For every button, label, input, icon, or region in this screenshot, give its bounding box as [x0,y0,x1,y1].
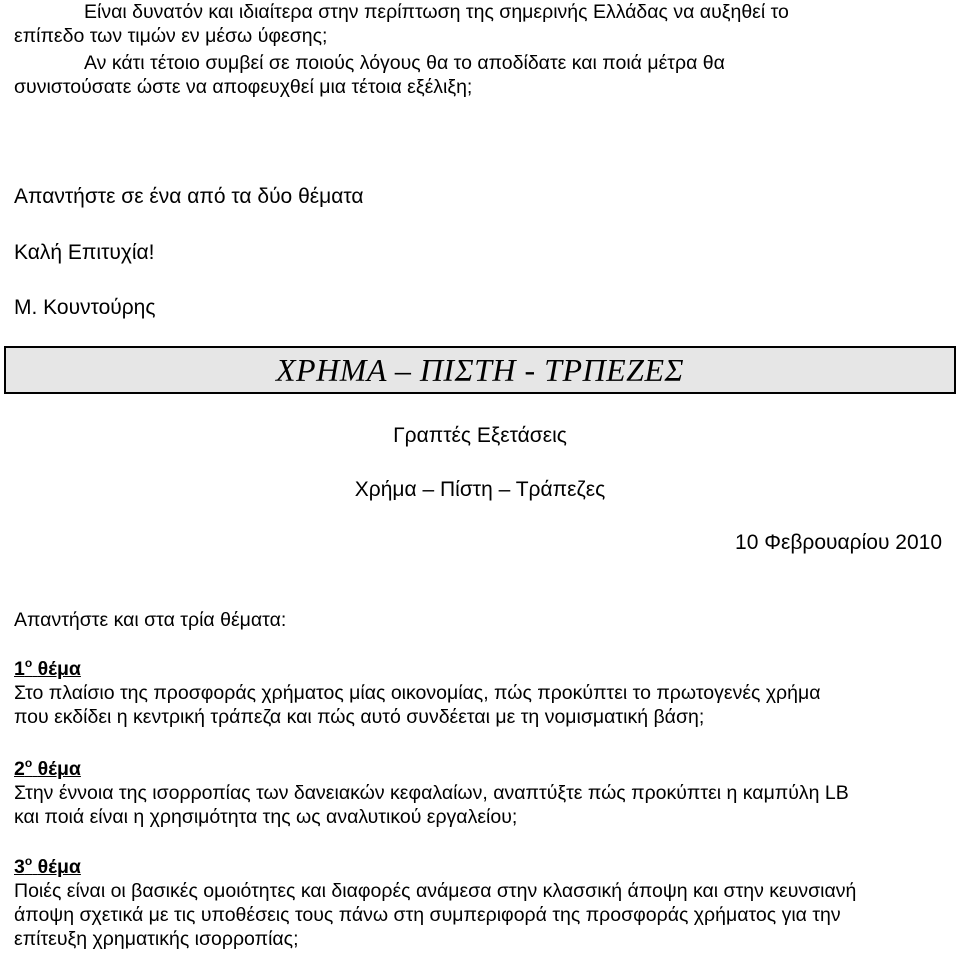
question-text-line-2: και ποιά είναι η χρησιμότητα της ως αναλυτικού εργαλείου; [14,806,518,828]
author-name: Μ. Κουντούρης [14,296,156,319]
intro-line-3: Αν κάτι τέτοιο συμβεί σε ποιούς λόγους θα το αποδίδατε και ποιά μέτρα θα [84,52,725,74]
question-text-line-2: που εκδίδει η κεντρική τράπεζα και πώς αυτό συνδέεται με τη νομισματική βάση; [14,706,705,728]
question-heading [14,657,949,681]
intro-line-1: Είναι δυνατόν και ιδιαίτερα στην περίπτωση της σημερινής Ελλάδας να αυξηθεί το [84,1,789,23]
ordinal-superscript: ο [24,756,33,770]
question-label: θέμα [37,658,81,680]
question-heading [14,855,949,879]
question-2 [14,757,949,829]
question-label: θέμα [37,758,81,780]
question-label: θέμα [37,856,81,878]
question-3 [14,855,949,951]
answer-one-instruction: Απαντήστε σε ένα από τα δύο θέματα [14,185,364,208]
question-heading [14,757,949,781]
answer-all-instruction: Απαντήστε και στα τρία θέματα: [14,609,287,631]
good-luck-text: Καλή Επιτυχία! [14,241,155,264]
question-text-line-2: άποψη σχετικά με τις υποθέσεις τους πάνω στη συμπεριφορά της προσφοράς χρήματος για την [14,904,841,926]
exam-date: 10 Φεβρουαρίου 2010 [735,531,942,554]
ordinal-superscript: ο [24,656,33,670]
question-number: 1 [14,658,25,680]
intro-line-4: συνιστούσατε ώστε να αποφευχθεί μια τέτοια εξέλιξη; [14,76,473,98]
exam-title: ΧΡΗΜΑ – ΠΙΣΤΗ - ΤΡΠΕΖΕΣ [275,351,685,388]
question-text-line-1: Στο πλαίσιο της προσφοράς χρήματος μίας οικονομίας, πώς προκύπτει το πρωτογενές χρήμα [14,682,821,704]
question-text-line-1: Στην έννοια της ισορροπίας των δανειακών κεφαλαίων, αναπτύξτε πώς προκύπτει η καμπύλη LB [14,782,849,804]
ordinal-superscript: ο [24,854,33,868]
exam-type: Γραπτές Εξετάσεις [393,424,567,447]
exam-subject: Χρήμα – Πίστη – Τράπεζες [354,478,606,501]
question-number: 3 [14,856,25,878]
question-number: 2 [14,758,25,780]
question-text-line-1: Ποιές είναι οι βασικές ομοιότητες και διαφορές ανάμεσα στην κλασσική άποψη και στην κευνσιανή [14,880,857,902]
title-banner [4,346,956,394]
question-text-line-3: επίτευξη χρηματικής ισορροπίας; [14,928,299,950]
question-1 [14,657,949,729]
intro-line-2: επίπεδο των τιμών εν μέσω ύφεσης; [14,25,328,47]
